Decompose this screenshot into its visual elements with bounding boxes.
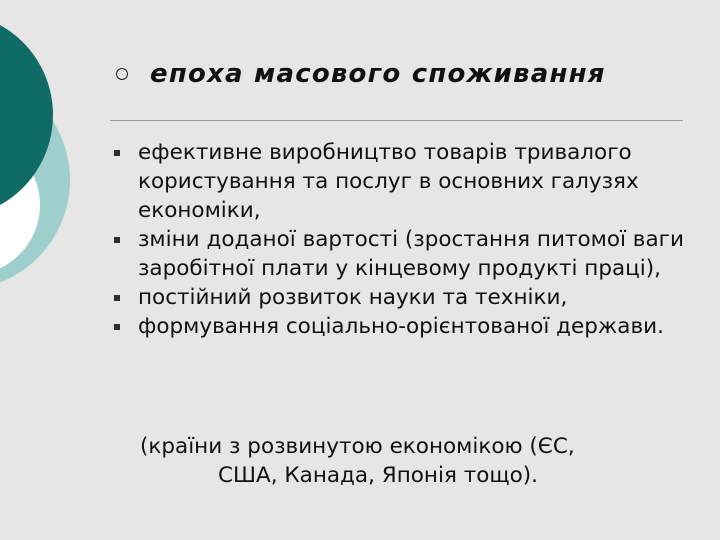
square-bullet-icon — [114, 237, 120, 243]
bullet-item — [112, 312, 692, 341]
slide-title: епоха масового споживання — [150, 59, 606, 89]
square-bullet-icon — [114, 150, 120, 156]
square-bullet-icon — [114, 295, 120, 301]
bullet-item — [112, 283, 692, 312]
note-paragraph — [140, 432, 700, 490]
bullet-text: постійний розвиток науки та техніки, — [138, 285, 568, 310]
decorative-circles — [0, 0, 80, 300]
note-line-1: (країни з розвинутою економікою (ЄС, — [140, 434, 575, 459]
note-line-2: США, Канада, Японія тощо). — [218, 463, 539, 488]
square-bullet-icon — [114, 324, 120, 330]
bullet-list — [112, 138, 692, 341]
bullet-item — [112, 138, 692, 225]
bullet-text: зміни доданої вартості (зростання питомої ваги заробітної плати у кінцевому продукті праці), — [138, 227, 684, 281]
circle-bullet-icon — [116, 68, 128, 80]
title-divider — [110, 120, 683, 121]
bullet-text: ефективне виробництво товарів тривалого користування та послуг в основних галузях економіки, — [138, 140, 639, 223]
title-row — [110, 52, 690, 96]
bullet-item — [112, 225, 692, 283]
bullet-text: формування соціально-орієнтованої держави. — [138, 314, 664, 339]
